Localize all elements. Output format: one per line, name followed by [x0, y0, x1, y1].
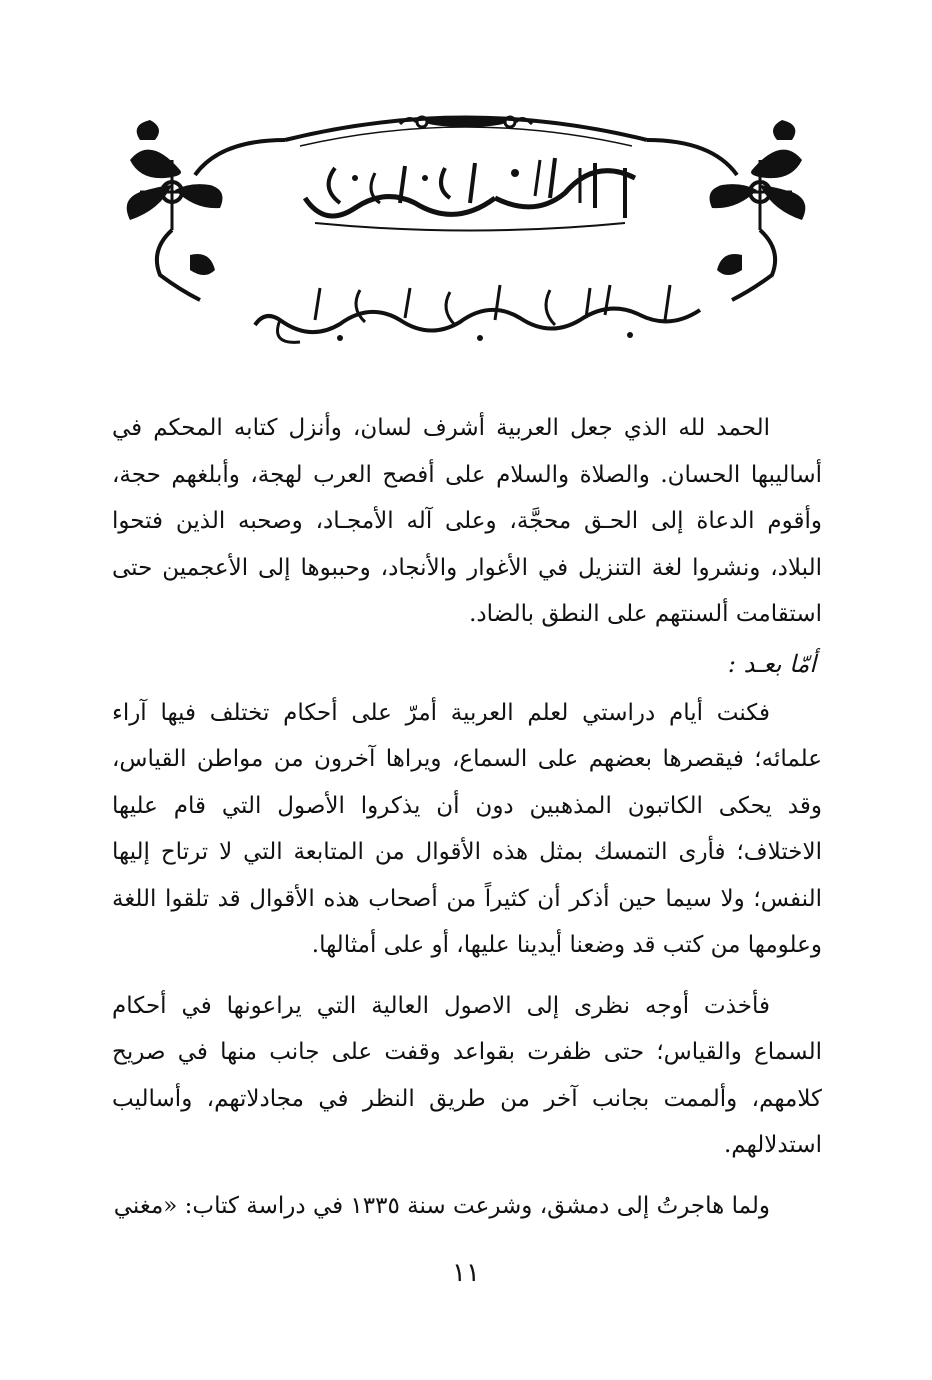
page-number: ١١	[452, 1258, 480, 1288]
chapter-title-calligraphy	[250, 280, 705, 350]
basmala-calligraphy	[295, 148, 645, 238]
paragraph-intro: الحمد لله الذي جعل العربية أشرف لسان، وأنزل كتابه المحكم في أساليبها الحسان. والصلاة والسلام على أفصح العرب لهجة، وأبلغهم حجة، وأقوم الدعاة إلى الحـق محجَّة، وعلى آله الأمجـاد، وصحبه الذين فتحوا البلاد، ونشروا لغة التنزيل في الأغوار والأنجاد، وحببوها إلى الأعجمين حتى استقامت ألسنتهم على النطق بالضاد.	[112, 415, 822, 627]
left-corner-flourish	[127, 120, 285, 300]
section-heading: أمّا بعـد :	[727, 649, 816, 678]
paragraph-principles: فأخذت أوجه نظرى إلى الاصول العالية التي يراعونها في أحكام السماع والقياس؛ حتى ظفرت بقواعد وقفت على جانب منها في صريح كلامهم، وألممت بجانب آخر من طريق النظر في مجادلاتهم، وأساليب استدلالهم.	[112, 992, 822, 1158]
paragraph-damascus: ولما هاجرتُ إلى دمشق، وشرعت سنة ١٣٣٥ في دراسة كتاب: «مغني	[113, 1192, 770, 1219]
body-text	[112, 405, 822, 1229]
right-corner-flourish	[647, 120, 805, 300]
paragraph-study: فكنت أيام دراستي لعلم العربية أمرّ على أحكام تختلف فيها آراء علمائه؛ فيقصرها بعضهم على السماع، ويراها آخرون من مواطن القياس، وقد يحكى الكاتبون المذهبين دون أن يذكروا الأصول التي قام عليها الاختلاف؛ فأرى التمسك بمثل هذه الأقوال من المتابعة التي لا ترتاح إليها النفس؛ ولا سيما حين أذكر أن كثيراً من أصحاب هذه الأقوال قد تلقوا اللغة وعلومها من كتب قد وضعنا أيدينا عليها، أو على أمثالها.	[112, 699, 822, 958]
top-knot-ornament	[400, 117, 532, 127]
